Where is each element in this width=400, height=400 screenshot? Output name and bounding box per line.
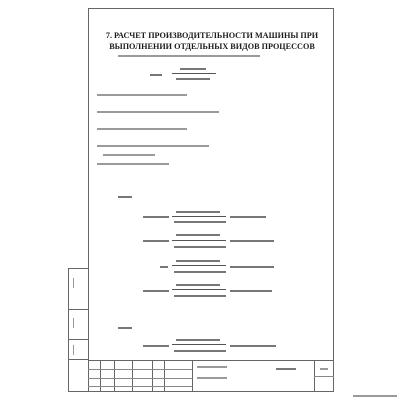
title-block-cell — [152, 360, 153, 392]
binding-strip-text — [73, 345, 74, 355]
formula-3-result — [230, 266, 274, 268]
section-heading: 7. РАСЧЕТ ПРОИЗВОДИТЕЛЬНОСТИ МАШИНЫ ПРИ ВЫПОЛНЕНИИ ОТДЕЛЬНЫХ ВИДОВ ПРОЦЕССОВ — [105, 31, 319, 51]
formula-2-result — [230, 240, 274, 242]
definition-line — [97, 163, 169, 165]
page-format-label — [353, 395, 397, 397]
title-block-row — [88, 386, 192, 387]
title-block-cell — [164, 360, 165, 392]
binding-strip-cell — [68, 268, 88, 310]
formula-2-denominator — [174, 246, 226, 248]
title-block-cell — [100, 360, 101, 392]
title-block-cell — [132, 360, 133, 392]
main-formula-denominator — [176, 78, 210, 80]
title-block-cell — [114, 360, 115, 392]
binding-strip-text — [73, 278, 74, 288]
formula-1-lhs — [143, 216, 169, 218]
title-block-cell — [192, 360, 193, 392]
title-block-text — [197, 366, 227, 368]
definition-line — [97, 145, 209, 147]
main-formula-fraction-line — [172, 73, 216, 74]
intro-text-line — [118, 55, 260, 57]
formula-4-denominator — [174, 295, 226, 297]
formula-4-result — [230, 290, 272, 292]
formula-5-fraction-line — [172, 344, 226, 345]
main-formula-numerator — [180, 68, 206, 70]
binding-strip-cell — [68, 340, 88, 360]
formula-3-denominator — [174, 271, 226, 273]
definition-line — [97, 94, 187, 96]
title-block-text — [197, 377, 227, 379]
formula-5-numerator — [176, 339, 220, 341]
formula-1-numerator — [176, 211, 220, 213]
formula-3-lhs — [160, 266, 168, 268]
subsection-label — [118, 196, 132, 198]
formula-3-fraction-line — [172, 265, 226, 266]
formula-4-fraction-line — [172, 289, 226, 290]
definition-line — [103, 154, 155, 156]
formula-4-numerator — [176, 284, 220, 286]
formula-5-lhs — [143, 345, 169, 347]
title-block-row — [88, 369, 192, 370]
page-frame — [88, 8, 334, 392]
binding-strip-cell — [68, 310, 88, 340]
formula-2-fraction-line — [172, 240, 226, 241]
formula-1-fraction-line — [172, 216, 226, 217]
document-code — [276, 368, 296, 370]
definition-line — [97, 111, 219, 113]
formula-3-numerator — [176, 260, 220, 262]
formula-5-result — [230, 345, 276, 347]
formula-2-lhs — [143, 240, 169, 242]
formula-2-numerator — [176, 234, 220, 236]
formula-1-denominator — [174, 221, 226, 223]
main-formula-lhs — [150, 74, 162, 76]
subsection-label — [118, 327, 132, 329]
formula-1-result — [230, 216, 266, 218]
title-block — [88, 360, 334, 392]
formula-4-lhs — [143, 290, 169, 292]
title-block-row — [88, 378, 192, 379]
definition-line — [97, 128, 187, 130]
title-block-row — [314, 376, 334, 377]
formula-5-denominator — [174, 350, 226, 352]
binding-strip-text — [73, 318, 74, 328]
sheet-number — [320, 368, 328, 370]
